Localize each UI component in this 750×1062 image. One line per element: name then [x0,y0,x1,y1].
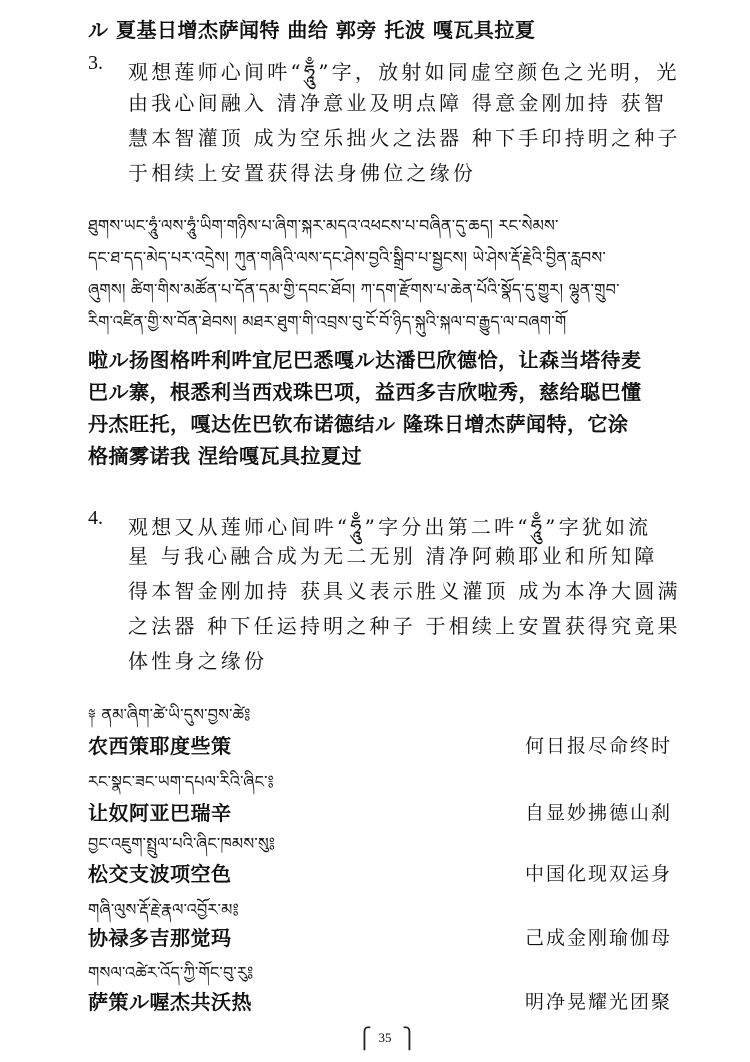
item-3-line-3: 慧本智灌顶 成为空乐拙火之法器 种下手印持明之种子 [128,126,681,150]
verse-3-tibetan: བྱང་འཇུག་སྤྲུལ་པའི་ཞིང་ཁམས་སུ༔ [88,834,276,853]
item-4-line-4: 之法器 种下任运持明之种子 于相续上安置获得究竟果 [128,614,681,638]
tibetan-line-2: དང་ཐ་དད་མེད་པར་འདྲེས། ཀུན་གཞིའི་ལས་དང་ཤེས་བྱའི་སྒྲིབ་པ་སྦྱངས། ཡེ་ཤེས་རྡོ་རྗེའི་བྱིན་རླབས་ [88,248,606,267]
verse-1-phonetic: 农西策耶度些策 [88,734,232,758]
page-number: 35 [378,1030,392,1045]
page-number-left-ornament: ⎧ [357,1026,372,1050]
item-4-number: 4. [88,507,103,529]
phonetic-line-2: 巴ル寨，根悉利当西戏珠巴项，益西多吉欣啦秀，慈给聪巴懂 [88,380,642,404]
item-3-line-4: 于相续上安置获得法身佛位之缘份 [128,161,476,185]
verse-4-meaning: 己成金刚瑜伽母 [524,927,672,949]
verse-5-tibetan: གསལ་འཚེར་འོད་ཀྱི་གོང་བུ་རུ༔ [88,963,254,982]
verse-3-phonetic: 松交支波项空色 [88,862,232,886]
tibetan-line-3: ཞུགས། ཚིག་གིས་མཚོན་པ་དོན་དམ་གྱི་དབང་ཐོབ། ཀ་དག་རྫོགས་པ་ཆེན་པོའི་སྣོད་དུ་གྱུར། ལྷུན་གྲུབ་ [88,280,620,299]
verse-2-tibetan: རང་སྣང་ཟང་ཡག་དཔལ་རིའི་ཞིང་༔ [88,772,274,791]
phonetic-line-3: 丹杰旺托，嘎达佐巴钦布诺德结ル 隆珠日增杰萨闻特，它涂 [88,412,629,436]
verse-5-phonetic: 萨策ル喔杰共沃热 [88,990,252,1014]
item-3-line-1: 观想莲师心间吽“ཧཱུྃ”字，放射如同虚空颜色之光明，光 [128,60,680,84]
item-4-line-3: 得本智金刚加持 获具义表示胜义灌顶 成为本净大圆满 [128,579,681,603]
verse-2-meaning: 自显妙拂德山刹 [524,802,672,824]
item-4-line-1: 观想又从莲师心间吽“ཧཱུྃ”字分出第二吽“ཧཱུྃ”字犹如流 [128,515,652,539]
verse-1-meaning: 何日报尽命终时 [524,735,672,757]
verse-3-meaning: 中国化现双运身 [524,863,672,885]
verse-4-tibetan: གཞི་ལུས་རྡོ་རྗེ་རྣལ་འབྱོར་མ༔ [88,900,239,919]
verse-2-phonetic: 让奴阿亚巴瑞辛 [88,801,232,825]
phonetic-line-1: 啦ル扬图格吽利吽宜尼巴悉嘎ル达潘巴欣德恰，让森当塔待麦 [88,348,642,372]
tibetan-line-4: རིག་འཛིན་གྱི་ས་བོན་ཐེབས། མཐར་ཐུག་གི་འབྲས་བུ་ངོ་བོ་ཉིད་སྐུའི་སྐལ་བ་རྒྱུད་ལ་བཞག་གོ [88,312,567,331]
item-4-line-2: 星 与我心融合成为无二无别 清净阿赖耶业和所知障 [128,544,658,568]
phonetic-line-4: 格摘雾诺我 涅给嘎瓦具拉夏过 [88,444,362,468]
verse-4-phonetic: 协禄多吉那觉玛 [88,926,232,950]
tibetan-line-1: ཐུགས་ཡང་ཧཱུཾ་ལས་ཧཱུཾ་ཡིག་གཉིས་པ་ཞིག་སྐར་མདའ་འཕངས་པ་བཞིན་དུ་ཆད། རང་སེམས་ [88,216,559,235]
item-3-line-2: 由我心间融入 清净意业及明点障 得意金刚加持 获智 [128,91,668,115]
item-3-number: 3. [88,52,103,74]
page-number-right-ornament: ⎫ [402,1026,417,1050]
verse-1-tibetan: ༈ ནམ་ཞིག་ཚེ་ཡི་དུས་བྱས་ཚེ༔ [88,705,251,724]
item-4-line-5: 体性身之缘份 [128,649,268,673]
phonetic-top-line: ル 夏基日增杰萨闻特 曲给 郭旁 托波 嘎瓦具拉夏 [88,18,536,42]
verse-5-meaning: 明净晃耀光团聚 [524,991,672,1013]
